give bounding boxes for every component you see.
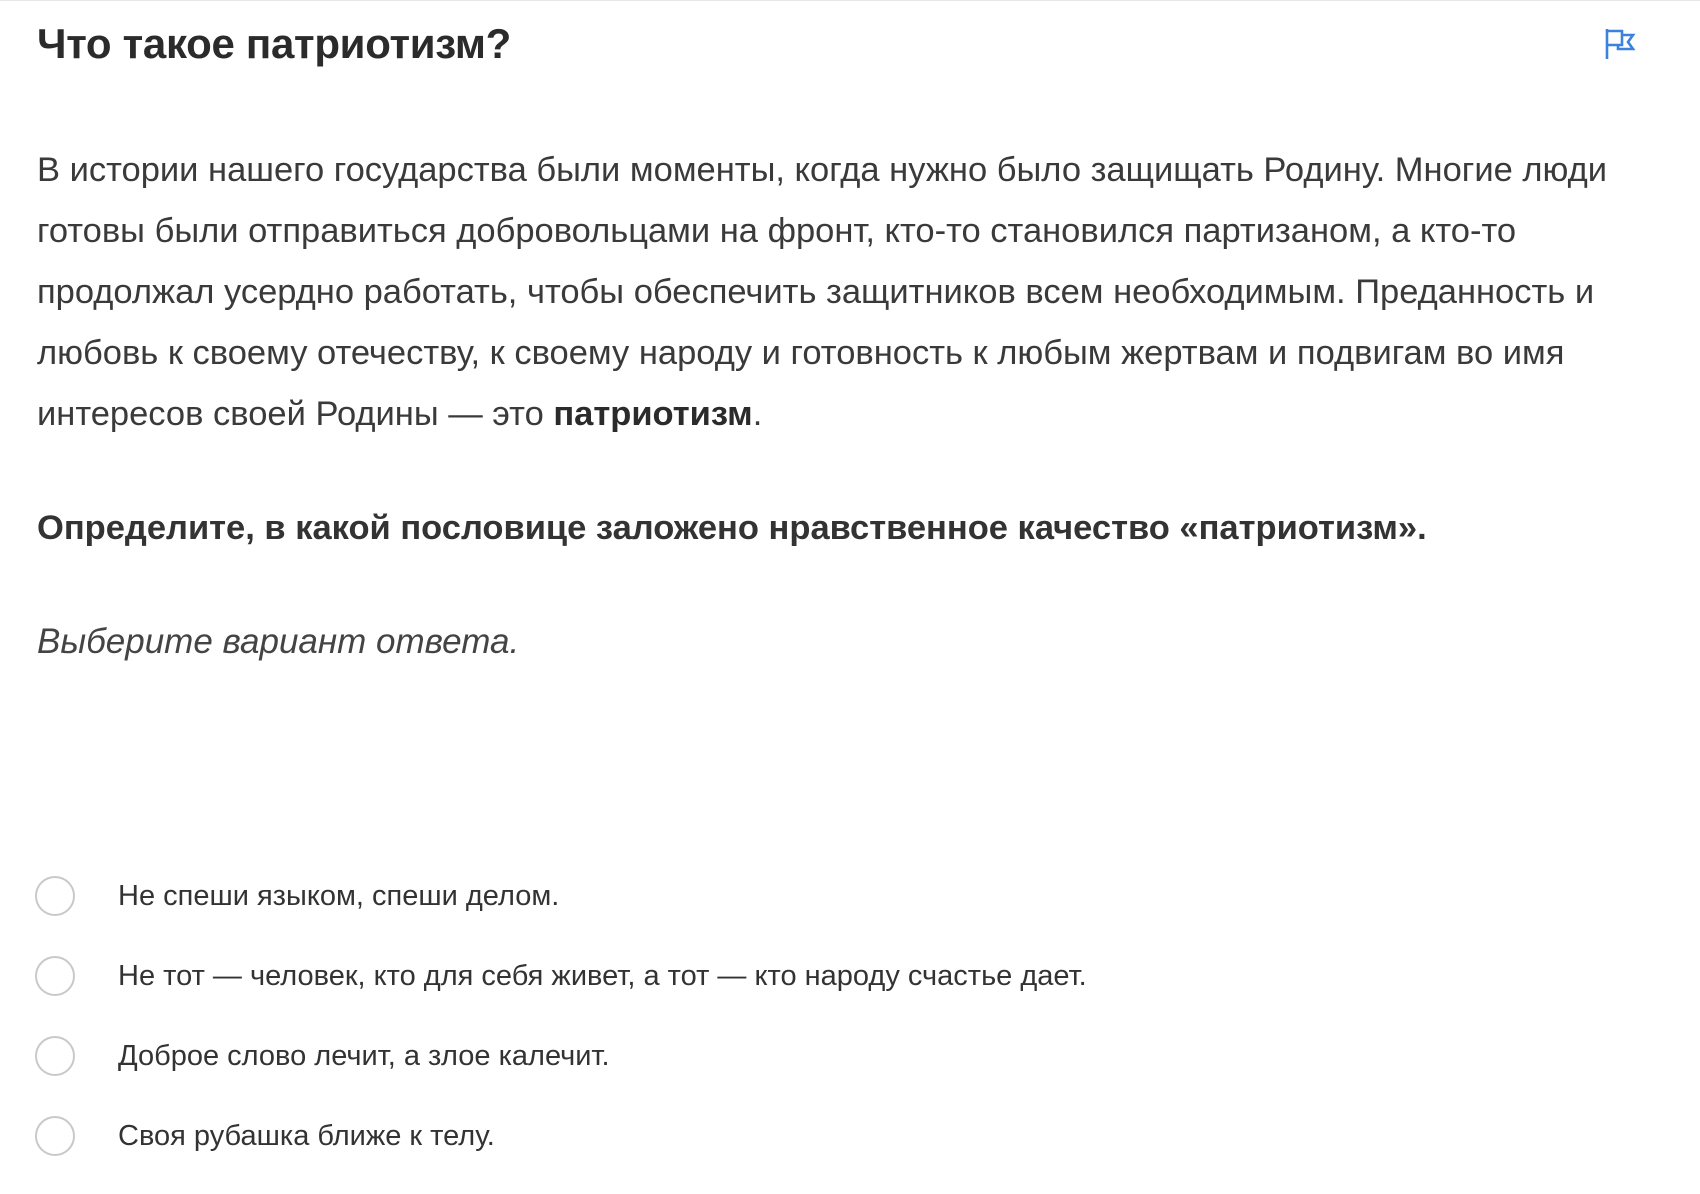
answer-option-3[interactable] [0, 1018, 1700, 1098]
answer-options [0, 858, 1700, 1178]
description-text: В истории нашего государства были моменты, когда нужно было защищать Родину. Многие люди готовы были отправиться добровольцами на фронт, кто-то становился партизаном, а кто-то продолжал усердно работать, чтобы обеспечить защитников всем необходимым. Преданность и любовь к своему отечеству, к своему народу и готовность к любым жертвам и подвигам во имя интересов своей Родины — это [37, 151, 1608, 433]
report-flag-button[interactable] [1600, 24, 1640, 64]
answer-option-label: Доброе слово лечит, а злое калечит. [118, 1040, 610, 1072]
answer-option-2[interactable] [0, 938, 1700, 1018]
answer-hint: Выберите вариант ответа. [37, 622, 520, 661]
answer-option-label: Не спеши языком, спеши делом. [118, 880, 560, 912]
description-term: патриотизм [553, 395, 753, 433]
task-title: Что такое патриотизм? [37, 20, 511, 67]
answer-option-label: Не тот — человек, кто для себя живет, а тот — кто народу счастье дает. [118, 960, 1087, 992]
task-description [37, 140, 1657, 445]
radio-button[interactable] [35, 1036, 75, 1076]
radio-button[interactable] [35, 956, 75, 996]
radio-button[interactable] [35, 876, 75, 916]
top-divider [0, 0, 1700, 1]
question-instruction: Определите, в какой пословице заложено нравственное качество «патриотизм». [37, 509, 1427, 547]
answer-option-1[interactable] [0, 858, 1700, 938]
flag-icon [1604, 27, 1636, 61]
answer-option-label: Своя рубашка ближе к телу. [118, 1120, 495, 1152]
radio-button[interactable] [35, 1116, 75, 1156]
answer-option-4[interactable] [0, 1098, 1700, 1178]
description-end: . [752, 395, 763, 433]
